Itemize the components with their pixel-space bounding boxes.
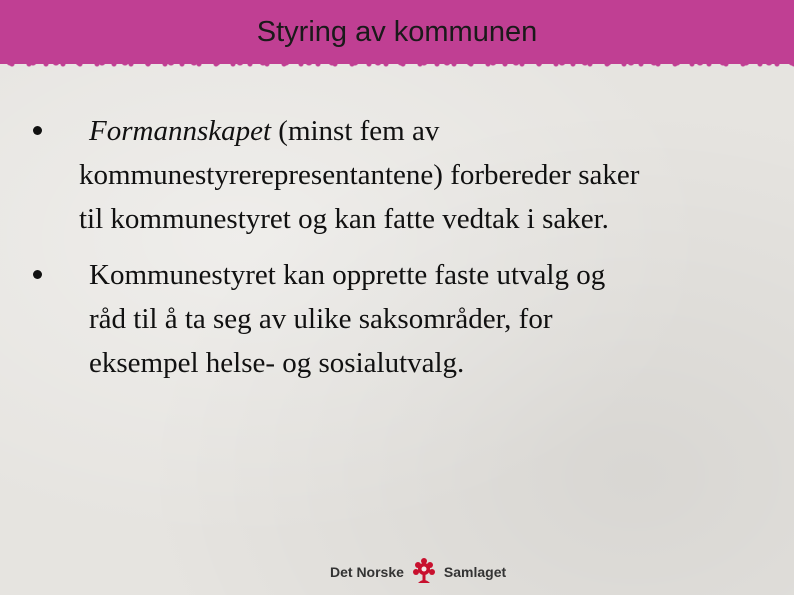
bullet-2-dot bbox=[33, 270, 42, 279]
bullet-1-emphasis: Formannskapet bbox=[89, 115, 272, 147]
publisher-logo bbox=[330, 552, 506, 592]
samlaget-emblem-icon bbox=[409, 557, 439, 587]
bullet-1-line-2: kommunestyrerepresentantene) forbereder saker bbox=[79, 159, 640, 191]
logo-text-right: Samlaget bbox=[443, 564, 507, 580]
bullet-2-line-3: eksempel helse- og sosialutvalg. bbox=[89, 347, 465, 379]
bullet-2-line-1: Kommunestyret kan opprette faste utvalg og bbox=[89, 259, 606, 291]
logo-text-left: Det Norske bbox=[330, 564, 404, 580]
bullet-2-line-2: råd til å ta seg av ulike saksområder, for bbox=[89, 303, 553, 335]
bullet-1-dot bbox=[33, 126, 42, 135]
bullet-1-line-1 bbox=[89, 109, 439, 153]
slide-title: Styring av kommunen bbox=[256, 16, 538, 48]
bullet-1-line-1-rest: (minst fem av bbox=[271, 115, 440, 147]
bullet-1-line-3: til kommunestyret og kan fatte vedtak i saker. bbox=[79, 203, 609, 235]
